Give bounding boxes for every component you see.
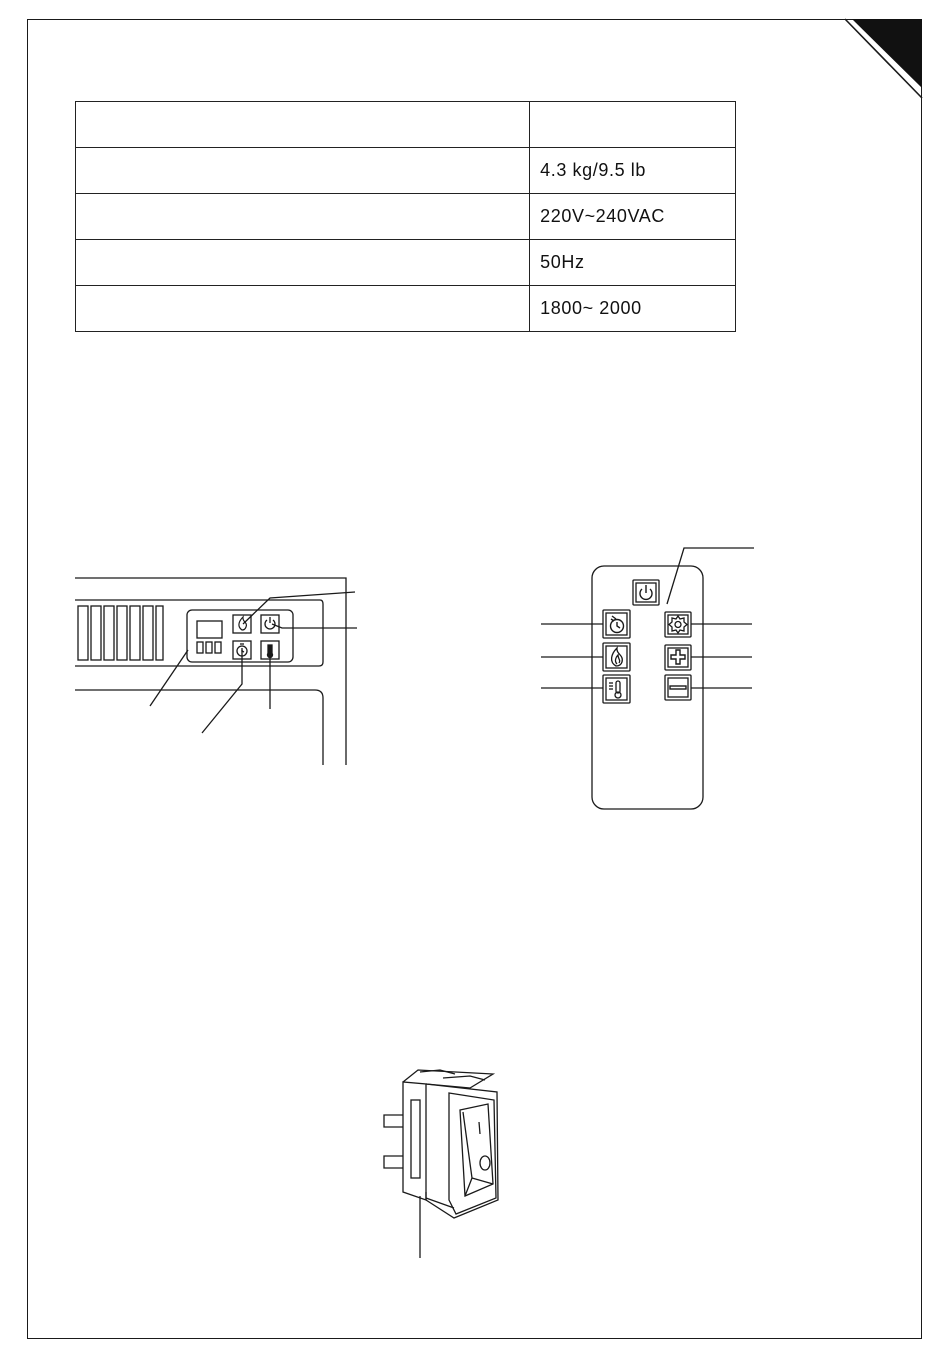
spec-value-voltage: 220V~240VAC <box>530 194 736 240</box>
spec-value <box>530 102 736 148</box>
table-row <box>76 240 736 286</box>
spec-label <box>76 194 530 240</box>
spec-label <box>76 148 530 194</box>
specifications-table <box>75 101 736 332</box>
spec-value-power: 1800~ 2000 <box>530 286 736 332</box>
table-row <box>76 194 736 240</box>
table-row <box>76 148 736 194</box>
spec-value-frequency: 50Hz <box>530 240 736 286</box>
spec-label <box>76 286 530 332</box>
spec-value-weight: 4.3 kg/9.5 lb <box>530 148 736 194</box>
table-row <box>76 102 736 148</box>
spec-label <box>76 240 530 286</box>
spec-label <box>76 102 530 148</box>
table-row <box>76 286 736 332</box>
